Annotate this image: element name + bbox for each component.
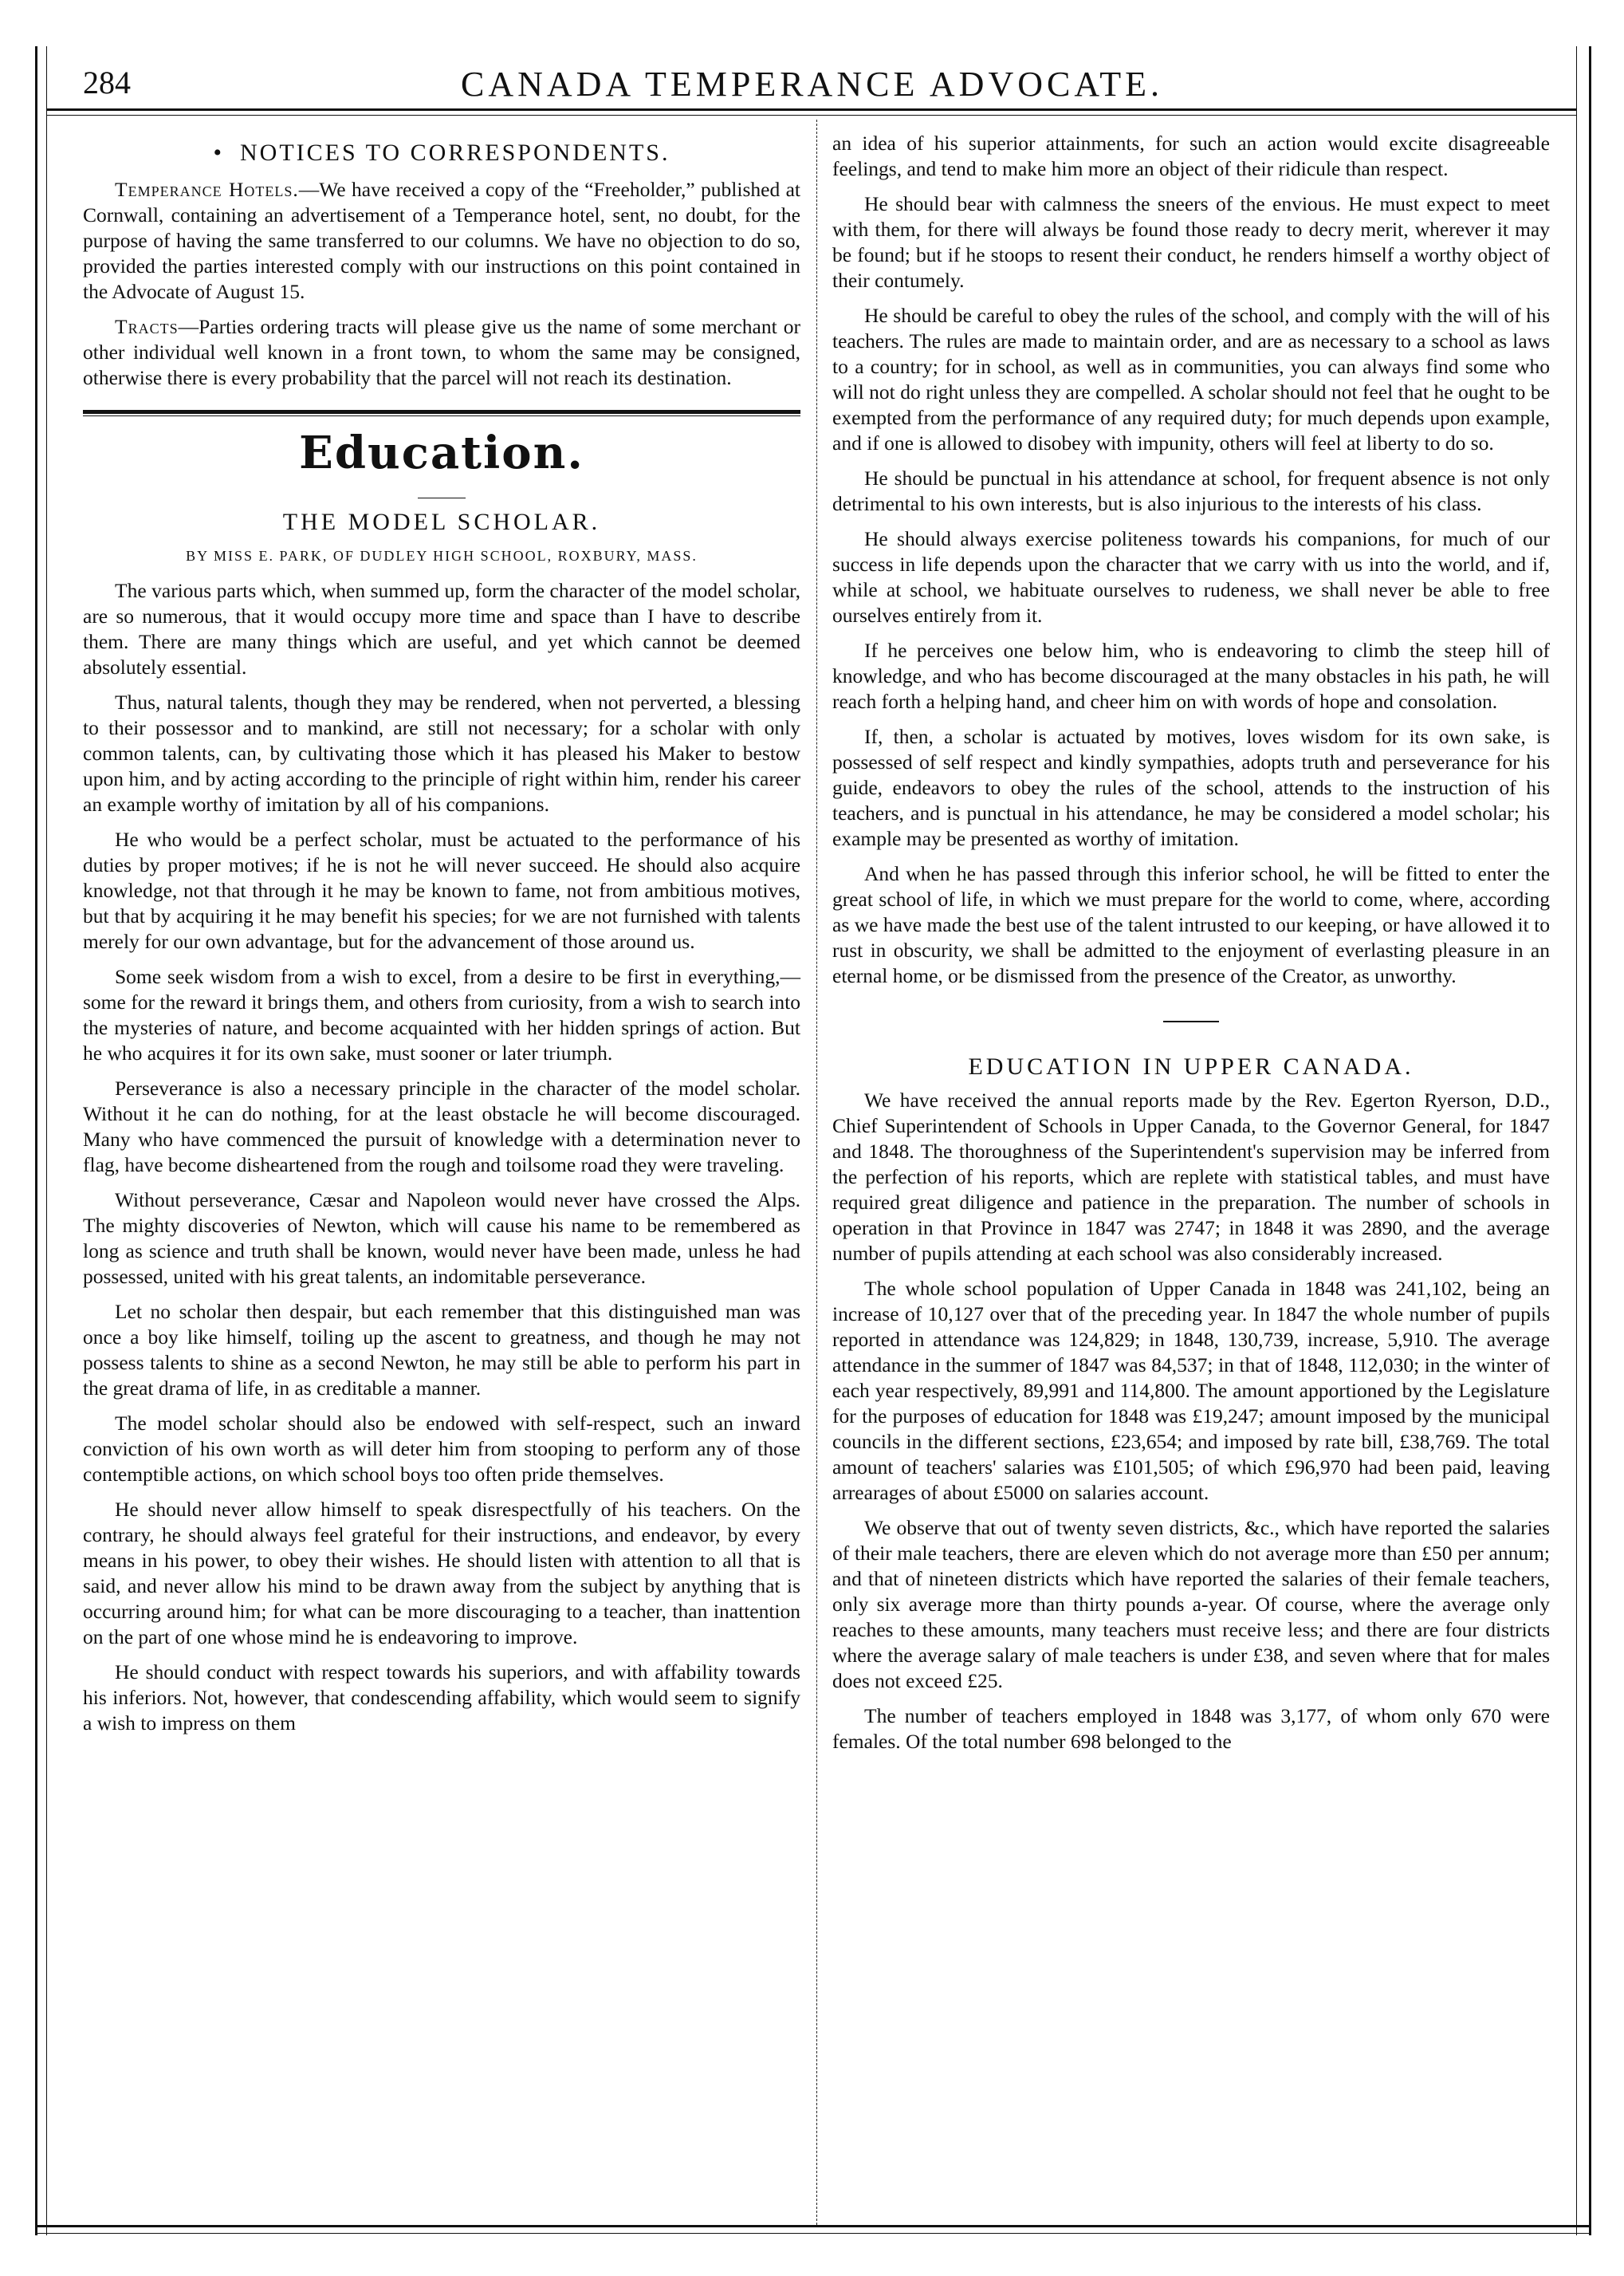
paragraph: Let no scholar then despair, but each remember that this distinguished man was once a boy like himself, toiling up the ascent to greatness, and though he may not possess talents to shine as a second Newton, he may still be able to perform his part in the great drama of life, in as creditable a manner. [83,1300,800,1400]
footer-rule [35,2225,1590,2227]
paragraph: He should always exercise politeness towards his companions, for much of our success in life depends upon the character that we carry with us into the world, and if, while at school, we habituate ourselves to rudeness, we shall never be able to free ourselves entirely from it. [832,527,1550,627]
paragraph: Without perseverance, Cæsar and Napoleon would never have crossed the Alps. The mighty discoveries of Newton, which will cause his name to be remembered as long as science and truth shall be known, would never have been made, unless he had possessed, united with his great talents, an indomitable perseverance. [83,1188,800,1288]
notice-lead: Tracts [115,315,179,338]
notices-title: • NOTICES TO CORRESPONDENTS. [213,140,670,166]
paragraph: And when he has passed through this inferior school, he will be fitted to enter the great school of life, in which we must prepare for the world to come, where, according as we have made the best use of the talent intrusted to our keeping, or have allowed it to rust in obscurity, we shall be admitted to the enjoyment of everlasting pleasure in an eternal home, or be dismissed from the presence of the Creator, as unworthy. [832,862,1550,987]
column-divider [816,120,817,2225]
paragraph: The whole school population of Upper Canada in 1848 was 241,102, being an increase of 10,127 over that of the preceding year. In 1847 the whole number of pupils reported in attendance was 124,829; in 1848, 130,739, increase, 5,910. The average attendance in the summer of 1847 was 84,537; in that of 1848, 112,030; in the winter of each year respectively, 89,991 and 114,800. The amount apportioned by the Legislature for the purposes of education for 1848 was £19,247; amount imposed by the municipal councils in the different sections, £23,654; and imposed by rate bill, £38,769. The total amount of teachers' salaries was £101,505; of which £96,970 had been paid, leaving arrearages of about £5000 on salaries account. [832,1277,1550,1504]
paragraph: He who would be a perfect scholar, must be actuated to the performance of his duties by proper motives; if he is not he will never succeed. He should also acquire knowledge, not that through it he may be known to fame, not from ambitious motives, but that by acquiring it he may benefit his species; for we are not furnished with talents merely for our own advantage, but for the advancement of those around us. [83,828,800,953]
paragraph: The model scholar should also be endowed with self-respect, such an inward conviction of his own worth as will deter him from stooping to perform any of those contemptible actions, on which school boys too often pride themselves. [83,1412,800,1486]
paragraph: He should never allow himself to speak disrespectfully of his teachers. On the contrary, he should always feel grateful for their instructions, and endeavor, by every means in his power, to obey their wishes. He should listen with attention to all that is said, and never allow his mind to be drawn away from the subject by anything that is occurring around him; for what can be more discouraging to a teacher, than inattention on the part of one whose mind he is endeavoring to improve. [83,1498,800,1648]
paragraph: If he perceives one below him, who is endeavoring to climb the steep hill of knowledge, and who has become discouraged at the many obstacles in his path, he will reach forth a helping hand, and cheer him on with words of hope and consolation. [832,639,1550,713]
section-rule-thin [83,415,800,416]
left-column [83,134,800,1746]
upper-canada-title: EDUCATION IN UPPER CANADA. [968,1053,1414,1080]
article-byline: BY MISS E. PARK, OF DUDLEY HIGH SCHOOL, ROXBURY, MASS. [186,548,698,564]
footer-rule-thin [35,2233,1590,2234]
paragraph: He should be punctual in his attendance at school, for frequent absence is not only detrimental to his own interests, but is also injurious to the interests of his class. [832,467,1550,515]
paragraph: He should bear with calmness the sneers of the envious. He must expect to meet with them, for there will always be found those ready to decry merit, wherever it may be found; but if he stoops to resent their conduct, he renders himself a worthy object of their contumely. [832,192,1550,292]
page-number: 284 [83,65,131,100]
notice-hotels: Temperance Hotels.—We have received a copy of the “Freeholder,” published at Cornwall, containing an advertisement of a Temperance hotel, sent, no doubt, for the purpose of having the same transferred to our columns. We have no objection to do so, provided the parties interested comply with our instructions on this point contained in the Advocate of August 15. [83,178,800,303]
paragraph: Some seek wisdom from a wish to excel, from a desire to be first in everything,—some for the reward it brings them, and others from curiosity, from a wish to search into the mysteries of nature, and become acquainted with her hidden springs of action. But he who acquires it for its own sake, must sooner or later triumph. [83,965,800,1065]
paragraph: an idea of his superior attainments, for such an action would excite disagreeable feelings, and tend to make him more an object of their ridicule than respect. [832,132,1550,180]
right-column [832,131,1550,1764]
header-rule [46,108,1577,111]
department-heading: Education. [299,427,584,479]
paragraph: We observe that out of twenty seven districts, &c., which have reported the salaries of their male teachers, there are eleven which do not average more than £50 per annum; and that of nineteen districts which have reported the salaries of their female teachers, only six average more than thirty pounds a-year. Of course, where the average only reaches to these amounts, many teachers must receive less; and there are four districts where the average salary of male teachers is under £38, and seven where that for males does not exceed £25. [832,1516,1550,1692]
article-separator [1163,1021,1219,1022]
running-title: CANADA TEMPERANCE ADVOCATE. [460,65,1164,104]
header-rule-thin [46,115,1577,116]
section-rule [83,410,800,414]
paragraph: The number of teachers employed in 1848 was 3,177, of whom only 670 were females. Of the total number 698 belonged to the [832,1704,1550,1753]
article-title: THE MODEL SCHOLAR. [282,509,601,535]
paragraph: We have received the annual reports made by the Rev. Egerton Ryerson, D.D., Chief Superintendent of Schools in Upper Canada, to the Governor General, for 1847 and 1848. The thoroughness of the Superintendent's supervision may be inferred from the perfection of his reports, which are replete with statistical tables, and must have required great diligence and patience in the preparation. The number of schools in operation in that Province in 1847 was 2747; in 1848 it was 2890, and the average number of pupils attending at each school was also considerably increased. [832,1089,1550,1265]
notice-tracts: Tracts—Parties ordering tracts will please give us the name of some merchant or other individual well known in a front town, to whom the same may be consigned, otherwise there is every probability that the parcel will not reach its destination. [83,315,800,389]
bullet-icon: • [213,140,225,166]
paragraph: The various parts which, when summed up, form the character of the model scholar, are so numerous, that it would occupy more time and space than I have to describe them. There are many things which are useful, and yet which cannot be deemed absolutely essential. [83,579,800,679]
paragraph: He should be careful to obey the rules of the school, and comply with the will of his teachers. The rules are made to maintain order, and are as necessary to a school as laws to a country; for in school, as well as in communities, you can always find some who will not do right unless they are compelled. A scholar should not feel that he ought to be exempted from the performance of any required duty; for much depends upon example, and if one is allowed to disobey with impunity, others will feel at liberty to do so. [832,304,1550,455]
paragraph: Perseverance is also a necessary principle in the character of the model scholar. Without it he can do nothing, for at the least obstacle he will become discouraged. Many who have commenced the pursuit of knowledge with a determination never to flag, have become disheartened from the rough and toilsome road they were traveling. [83,1077,800,1176]
notice-lead: Temperance Hotels. [115,178,299,201]
paragraph: If, then, a scholar is actuated by motives, loves wisdom for its own sake, is possessed of self respect and kindly sympathies, adopts truth and perseverance for his guide, endeavors to obey the rules of the school, attends to the instruction of his teachers, and is punctual in his attendance, he may be considered a model scholar; his example may be presented as worthy of imitation. [832,725,1550,850]
paragraph: He should conduct with respect towards his superiors, and with affability towards his inferiors. Not, however, that condescending affability, which would seem to signify a wish to impress on them [83,1660,800,1735]
paragraph: Thus, natural talents, though they may be rendered, when not perverted, a blessing to their possessor and to mankind, are still not necessary; for a scholar with only common talents, can, by cultivating those which it has pleased his Maker to bestow upon him, and by acting according to the principle of right within him, render his career an example worthy of imitation by all of his companions. [83,691,800,816]
